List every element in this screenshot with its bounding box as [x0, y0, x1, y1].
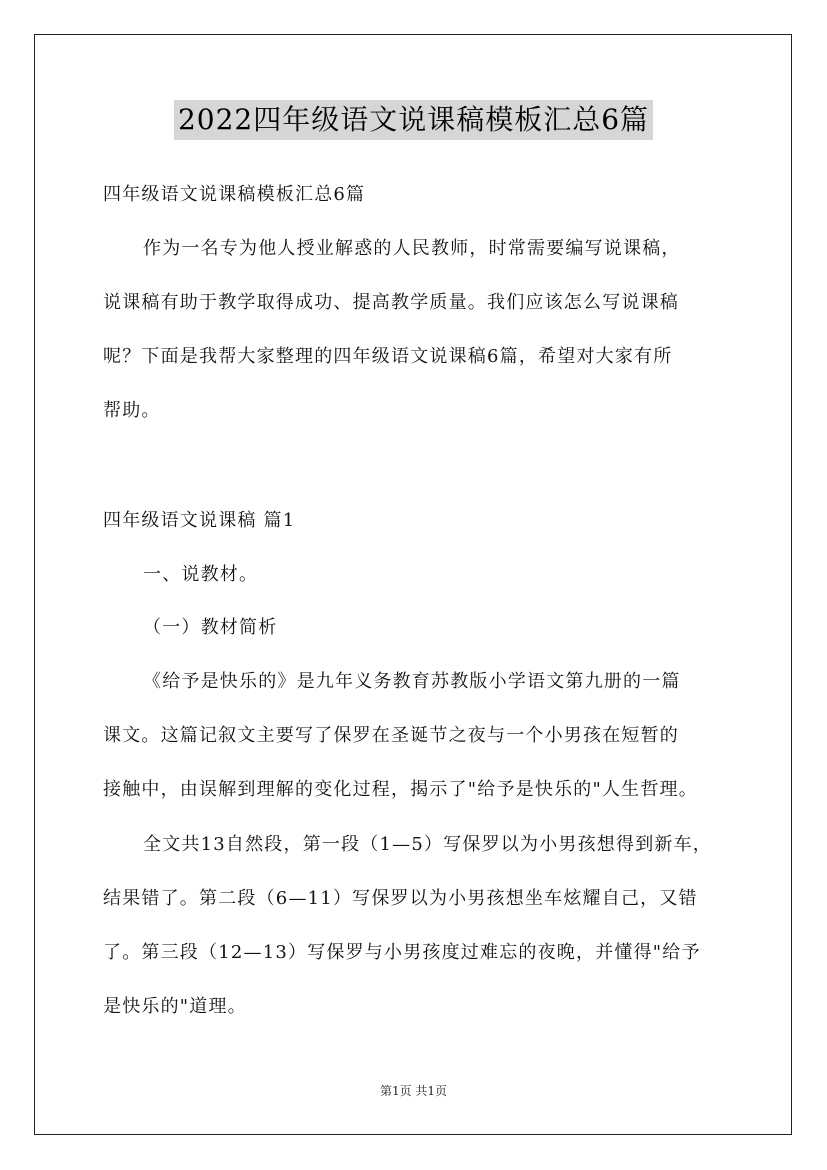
- para1-line-2: 课文。这篇记叙文主要写了保罗在圣诞节之夜与一个小男孩在短暂的: [103, 725, 679, 746]
- intro-line-2: 说课稿有助于教学取得成功、提高教学质量。我们应该怎么写说课稿: [103, 292, 679, 313]
- subtitle: 四年级语文说课稿模板汇总6篇: [103, 184, 366, 205]
- intro-line-3: 呢？下面是我帮大家整理的四年级语文说课稿6篇，希望对大家有所: [103, 346, 673, 367]
- part-heading: 一、说教材。: [143, 564, 259, 585]
- para2-line-4: 是快乐的"道理。: [103, 996, 247, 1017]
- document-title: 2022四年级语文说课稿模板汇总6篇: [174, 100, 653, 140]
- title-wrap: [0, 100, 827, 140]
- page-footer: 第1页 共1页: [379, 1084, 448, 1098]
- sub-heading: （一）教材简析: [143, 617, 278, 638]
- para1-line-1: 《给予是快乐的》是九年义务教育苏教版小学语文第九册的一篇: [143, 671, 681, 692]
- para2-line-2: 结果错了。第二段（6—11）写保罗以为小男孩想坐车炫耀自己，又错: [103, 888, 698, 909]
- para1-line-3: 接触中，由误解到理解的变化过程，揭示了"给予是快乐的"人生哲理。: [103, 779, 698, 800]
- intro-line-1: 作为一名专为他人授业解惑的人民教师，时常需要编写说课稿，: [143, 238, 681, 259]
- para2-line-3: 了。第三段（12—13）写保罗与小男孩度过难忘的夜晚，并懂得"给予: [103, 942, 701, 963]
- intro-line-4: 帮助。: [103, 400, 161, 421]
- para2-line-1: 全文共13自然段，第一段（1—5）写保罗以为小男孩想得到新车，: [143, 834, 713, 855]
- section-heading: 四年级语文说课稿 篇1: [103, 510, 296, 531]
